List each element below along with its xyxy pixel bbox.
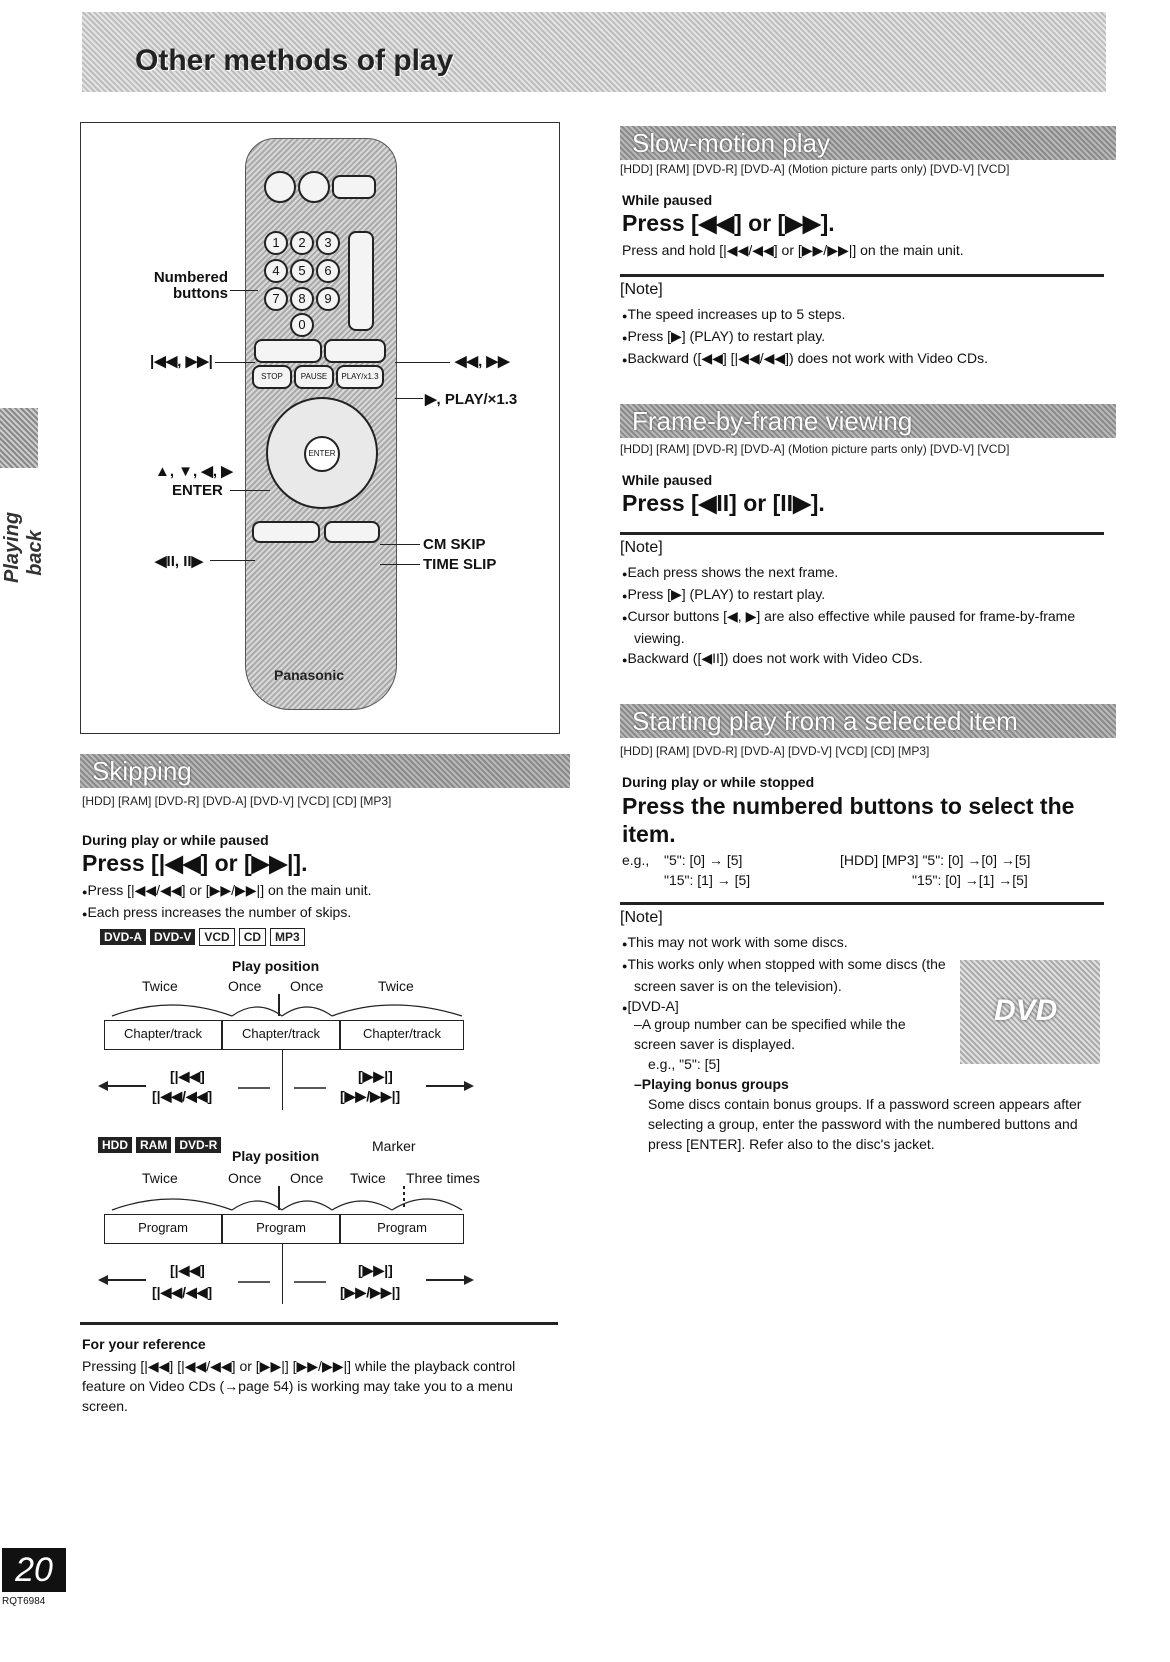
badge: MP3 (270, 928, 305, 946)
num-key-9: 9 (316, 287, 340, 311)
num-key-0: 0 (290, 313, 314, 337)
skipping-condition: During play or while paused (82, 832, 269, 848)
skip-arcs-2 (82, 1186, 492, 1212)
badge: RAM (136, 1137, 171, 1153)
slow-motion-condition: While paused (622, 192, 713, 208)
left-button-label: [|◀◀] (170, 1262, 205, 1278)
leader-line (380, 544, 420, 545)
cursor-ring (266, 397, 378, 509)
selected-condition: During play or while stopped (622, 774, 815, 790)
leader-line (210, 560, 255, 561)
frame-condition: While paused (622, 472, 713, 488)
badge: CD (239, 928, 266, 946)
left-button-label: [|◀◀/◀◀] (152, 1284, 213, 1300)
chapter-cell: Chapter/track (104, 1020, 222, 1050)
left-button-label: [|◀◀] (170, 1068, 205, 1084)
list-item: ● Press [▶] (PLAY) to restart play. (622, 584, 1102, 606)
disc-badges-2 (98, 1136, 225, 1154)
list-item: ● Press [|◀◀/◀◀] or [▶▶/▶▶|] on the main unit. (82, 880, 552, 902)
frame-instruction: Press [◀II] or [II▶]. (622, 490, 825, 516)
skipping-tags: [HDD] [RAM] [DVD-R] [DVD-A] [DVD-V] [VCD] [CD] [MP3] (82, 794, 392, 808)
page-number: 20 (2, 1548, 66, 1592)
skip-arcs-1 (82, 994, 492, 1018)
side-tab-marker (0, 408, 38, 468)
selected-instruction: Press the numbered buttons to select the item. (622, 793, 1075, 847)
count-label: Twice (378, 978, 414, 994)
right-button-label: [▶▶/▶▶|] (340, 1088, 401, 1104)
remote-control-image (245, 138, 397, 710)
dvda-example: e.g., "5": [5] (648, 1056, 721, 1072)
chapter-cell: Chapter/track (340, 1020, 464, 1050)
leader-line (395, 362, 450, 363)
count-label: Twice (142, 978, 178, 994)
remote-brand: Panasonic (274, 667, 345, 683)
list-item: ● This may not work with some discs. (622, 932, 952, 954)
slow-motion-header: Slow-motion play (620, 126, 1116, 160)
pause-key: PAUSE (294, 365, 334, 389)
dvd-logo: DVD (994, 994, 1058, 1027)
list-item: ● Cursor buttons [◀, ▶] are also effective while paused for frame-by-frame viewing. (622, 606, 1102, 648)
callout-cm-skip: CM SKIP (423, 536, 486, 553)
list-item: ● [DVD-A] (622, 996, 952, 1018)
callout-search: ◀◀, ▶▶ (455, 353, 510, 370)
callout-time-slip: TIME SLIP (423, 556, 497, 573)
num-key-8: 8 (290, 287, 314, 311)
right-button-label: [▶▶/▶▶|] (340, 1284, 401, 1300)
callout-enter: ENTER (172, 482, 223, 499)
program-cell: Program (222, 1214, 340, 1244)
num-key-5: 5 (290, 259, 314, 283)
leader-line (395, 398, 423, 399)
badge: VCD (199, 928, 234, 946)
badge: DVD-A (100, 929, 146, 945)
slow-motion-body: Press and hold [|◀◀/◀◀] or [▶▶/▶▶|] on the main unit. (622, 242, 964, 258)
num-key-2: 2 (290, 231, 314, 255)
count-label: Once (290, 978, 324, 994)
count-label: Twice (350, 1170, 386, 1186)
chapter-cell: Chapter/track (222, 1020, 340, 1050)
list-item: ● The speed increases up to 5 steps. (622, 304, 1102, 326)
page-title: Other methods of play (135, 44, 454, 77)
reference-text: Pressing [|◀◀] [|◀◀/◀◀] or [▶▶|] [▶▶/▶▶|] while the playback control feature on Video CDs (→page 54) is working may take you to a menu screen. (82, 1358, 516, 1414)
enter-key: ENTER (304, 436, 340, 472)
badge: DVD-R (175, 1137, 221, 1153)
num-key-6: 6 (316, 259, 340, 283)
selected-eg-left-2: "15": [1] → [5] (664, 872, 751, 888)
num-key-4: 4 (264, 259, 288, 283)
skipping-instruction: Press [|◀◀] or [▶▶|]. (82, 850, 308, 876)
count-label: Twice (142, 1170, 178, 1186)
list-item: ● Each press shows the next frame. (622, 562, 1102, 584)
selected-eg-right-2: "15": [0] →[1] →[5] (912, 872, 1028, 888)
count-label: Once (228, 978, 262, 994)
selected-eg-right-1: [HDD] [MP3] "5": [0] →[0] →[5] (840, 852, 1031, 868)
list-item: ● Backward ([◀II]) does not work with Video CDs. (622, 648, 1102, 670)
count-label: Once (228, 1170, 262, 1186)
play-position-label: Play position (232, 1148, 320, 1164)
channel-key (348, 231, 374, 331)
bonus-body: Some discs contain bonus groups. If a password screen appears after selecting a group, enter the password with the numbered buttons and press [ENTER]. Refer also to the disc's jacket. (648, 1096, 1082, 1152)
play-key: PLAY/x1.3 (336, 365, 384, 389)
callout-numbered: Numbered buttons (153, 269, 228, 302)
list-item: ● Backward ([◀◀] [|◀◀/◀◀]) does not work with Video CDs. (622, 348, 1102, 370)
cm-skip-key (324, 521, 380, 543)
skip-keys (254, 339, 322, 363)
list-item: ● Press [▶] (PLAY) to restart play. (622, 326, 1102, 348)
list-item: ● Each press increases the number of skips. (82, 902, 552, 924)
skipping-notes (82, 880, 552, 924)
slow-motion-instruction: Press [◀◀] or [▶▶]. (622, 210, 835, 236)
num-key-1: 1 (264, 231, 288, 255)
dvda-note: –A group number can be specified while the screen saver is displayed. (634, 1016, 906, 1052)
disc-badges-1 (100, 928, 309, 946)
leader-line (230, 490, 270, 491)
slow-motion-tags: [HDD] [RAM] [DVD-R] [DVD-A] (Motion picture parts only) [DVD-V] [VCD] (620, 162, 1010, 176)
leader-line (380, 564, 420, 565)
model-number: RQT6984 (2, 1596, 46, 1607)
callout-skip: |◀◀, ▶▶| (150, 353, 213, 370)
callout-frame: ◀II, II▶ (155, 553, 204, 570)
selected-header: Starting play from a selected item (620, 704, 1116, 738)
screen-saver-image (960, 960, 1100, 1064)
callout-play: ▶, PLAY/×1.3 (425, 391, 518, 408)
direction-arrows-2 (98, 1270, 478, 1290)
reference-rule (80, 1322, 558, 1325)
badge: DVD-V (150, 929, 195, 945)
selected-eg-label: e.g., (622, 852, 650, 868)
right-button-label: [▶▶|] (358, 1262, 393, 1278)
play-position-label: Play position (232, 958, 320, 974)
right-button-label: [▶▶|] (358, 1068, 393, 1084)
left-button-label: [|◀◀/◀◀] (152, 1088, 213, 1104)
function-key (332, 175, 376, 199)
selected-notes (622, 932, 952, 1018)
selected-note-label: [Note] (620, 902, 1104, 927)
power-key (264, 171, 296, 203)
program-cell: Program (340, 1214, 464, 1244)
frame-header: Frame-by-frame viewing (620, 404, 1116, 438)
leader-line (215, 362, 255, 363)
selected-eg-left-1: "5": [0] → [5] (664, 852, 743, 868)
marker-label: Marker (372, 1138, 416, 1154)
count-label: Three times (406, 1170, 480, 1186)
count-label: Once (290, 1170, 324, 1186)
leader-line (230, 290, 258, 291)
search-keys (324, 339, 386, 363)
slow-motion-note-label: [Note] (620, 274, 1104, 299)
program-cell: Program (104, 1214, 222, 1244)
skipping-header: Skipping (80, 754, 570, 788)
num-key-3: 3 (316, 231, 340, 255)
frame-notes (622, 562, 1102, 670)
side-tab-label: Playing back (1, 511, 46, 583)
list-item: ● This works only when stopped with some discs (the screen saver is on the television). (622, 954, 952, 996)
callout-cursor: ▲, ▼, ◀, ▶ (155, 463, 233, 480)
frame-note-label: [Note] (620, 532, 1104, 557)
slow-motion-notes (622, 304, 1102, 370)
drive-key (298, 171, 330, 203)
selected-tags: [HDD] [RAM] [DVD-R] [DVD-A] [DVD-V] [VCD] [CD] [MP3] (620, 744, 930, 758)
frame-keys (252, 521, 320, 543)
num-key-7: 7 (264, 287, 288, 311)
direction-arrows-1 (98, 1076, 478, 1096)
bonus-title: –Playing bonus groups (634, 1076, 789, 1092)
stop-key: STOP (252, 365, 292, 389)
badge: HDD (98, 1137, 132, 1153)
reference-title: For your reference (82, 1336, 206, 1352)
frame-tags: [HDD] [RAM] [DVD-R] [DVD-A] (Motion picture parts only) [DVD-V] [VCD] (620, 442, 1010, 456)
